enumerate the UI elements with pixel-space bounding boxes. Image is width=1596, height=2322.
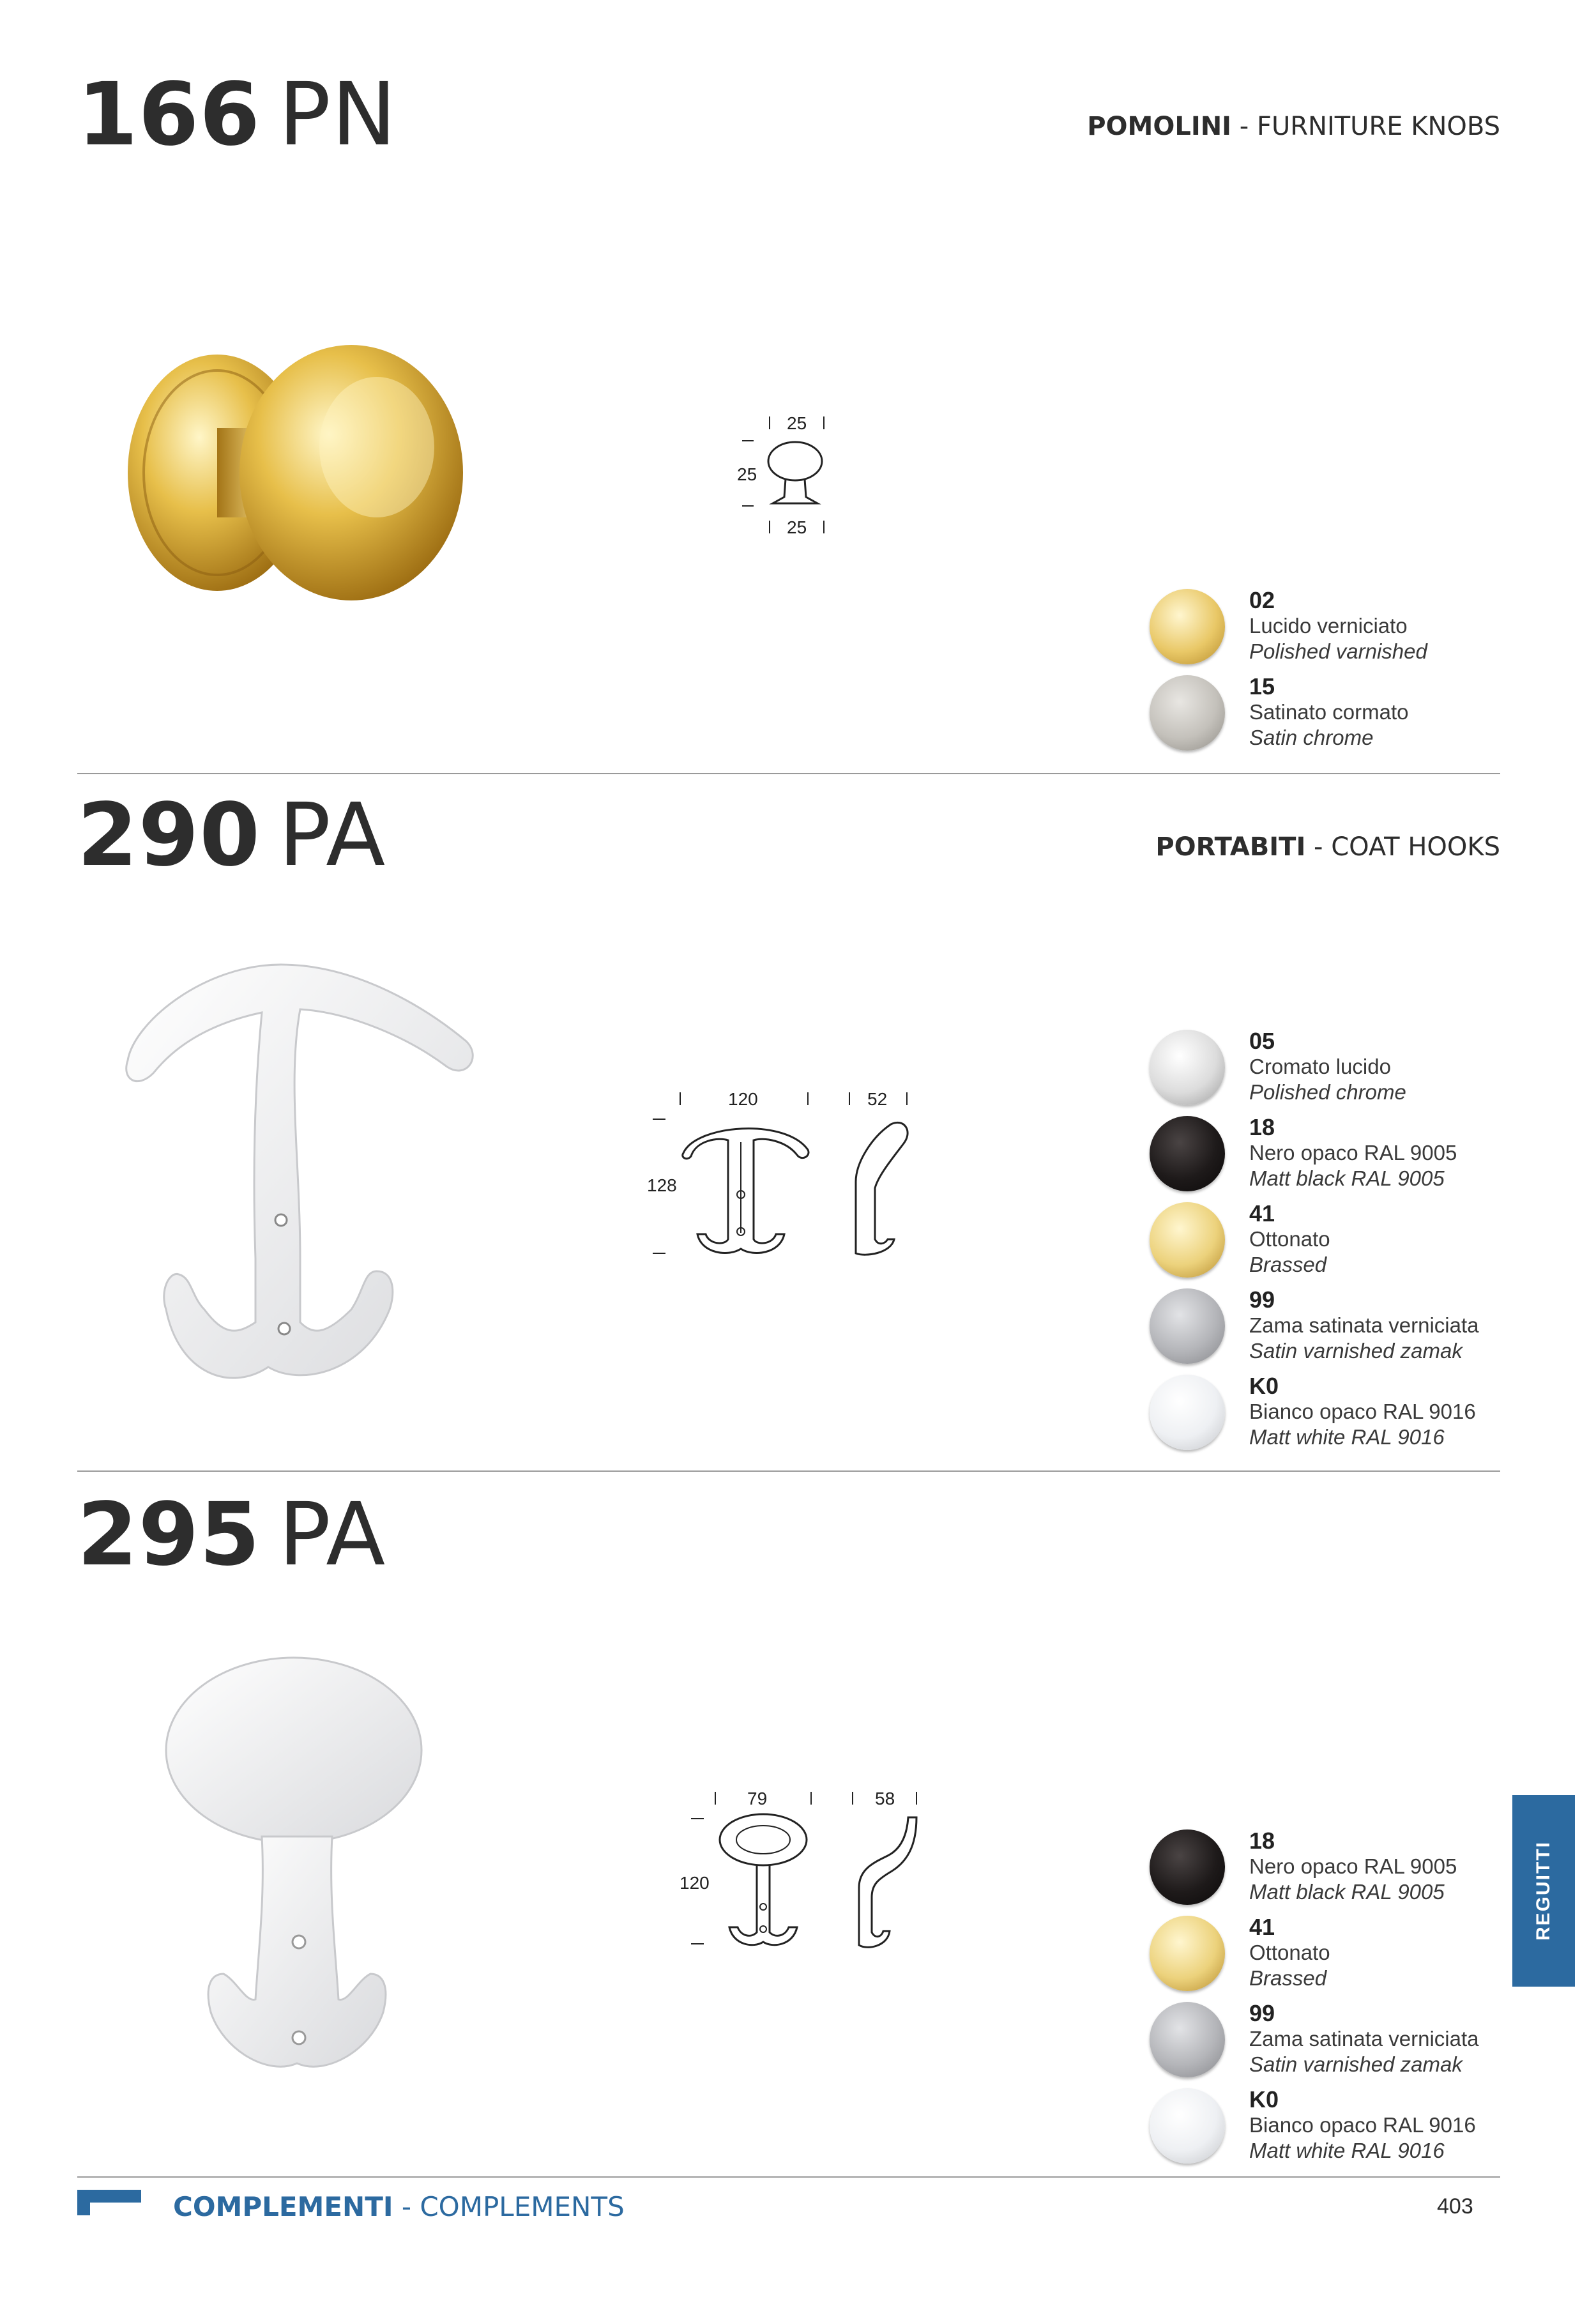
finish-item: 02 Lucido verniciato Polished varnished xyxy=(1150,588,1533,674)
finish-item: 99 Zama satinata verniciata Satin varnished zamak xyxy=(1150,2001,1533,2087)
category-furniture-knobs: POMOLINI - FURNITURE KNOBS xyxy=(1087,112,1500,141)
finish-item: 05 Cromato lucido Polished chrome xyxy=(1150,1028,1533,1115)
finishes-290 xyxy=(1150,1028,1533,1460)
finish-swatch xyxy=(1150,1916,1225,1991)
finish-item: 18 Nero opaco RAL 9005 Matt black RAL 9005 xyxy=(1150,1828,1533,1914)
single-hook-width-label: 79 xyxy=(747,1789,768,1808)
finish-item: 41 Ottonato Brassed xyxy=(1150,1914,1533,2001)
knob-width-label: 25 xyxy=(787,413,807,433)
knob-photo xyxy=(121,332,479,613)
finish-item: 18 Nero opaco RAL 9005 Matt black RAL 9005 xyxy=(1150,1115,1533,1201)
finish-swatch xyxy=(1150,589,1225,664)
finish-swatch xyxy=(1150,1030,1225,1105)
single-hook-height-label: 120 xyxy=(680,1873,710,1893)
section-divider xyxy=(77,1470,1500,1472)
hook-depth-label: 52 xyxy=(867,1089,888,1109)
finishes-166 xyxy=(1150,588,1533,760)
coat-hook-drawing xyxy=(645,1086,920,1271)
brand-logo-icon xyxy=(77,2190,141,2215)
product-code-166: 166 PN xyxy=(77,65,397,165)
knob-drawing xyxy=(728,409,849,543)
hook-height-label: 128 xyxy=(647,1175,677,1195)
finish-swatch xyxy=(1150,1202,1225,1278)
coat-hook-photo xyxy=(109,952,479,1399)
single-hook-drawing xyxy=(677,1785,932,1964)
knob-height-label: 25 xyxy=(737,464,757,484)
finish-swatch xyxy=(1150,2088,1225,2164)
finish-swatch xyxy=(1150,1375,1225,1450)
finish-item: 15 Satinato cormato Satin chrome xyxy=(1150,674,1533,760)
footer-divider xyxy=(77,2176,1500,2178)
finishes-295 xyxy=(1150,1828,1533,2173)
single-hook-depth-label: 58 xyxy=(875,1789,895,1808)
section-divider xyxy=(77,773,1500,774)
knob-base-label: 25 xyxy=(787,517,807,537)
finish-swatch xyxy=(1150,2002,1225,2077)
side-tab-label: REGUITTI xyxy=(1533,1841,1554,1941)
hook-width-label: 120 xyxy=(728,1089,758,1109)
finish-item: K0 Bianco opaco RAL 9016 Matt white RAL 9016 xyxy=(1150,1373,1533,1460)
page-number: 403 xyxy=(1437,2194,1473,2219)
category-coat-hooks: PORTABITI - COAT HOOKS xyxy=(1155,832,1500,862)
finish-item: 41 Ottonato Brassed xyxy=(1150,1201,1533,1287)
finish-swatch xyxy=(1150,1288,1225,1364)
finish-item: 99 Zama satinata verniciata Satin varnished zamak xyxy=(1150,1287,1533,1373)
product-code-290: 290 PA xyxy=(77,785,386,886)
finish-item: K0 Bianco opaco RAL 9016 Matt white RAL 9016 xyxy=(1150,2087,1533,2173)
product-code-295: 295 PA xyxy=(77,1485,386,1585)
finish-swatch xyxy=(1150,1829,1225,1905)
single-hook-photo xyxy=(160,1654,428,2082)
side-tab[interactable] xyxy=(1512,1795,1575,1987)
footer-category: COMPLEMENTI - COMPLEMENTS xyxy=(173,2191,625,2222)
finish-swatch xyxy=(1150,675,1225,751)
finish-swatch xyxy=(1150,1116,1225,1191)
